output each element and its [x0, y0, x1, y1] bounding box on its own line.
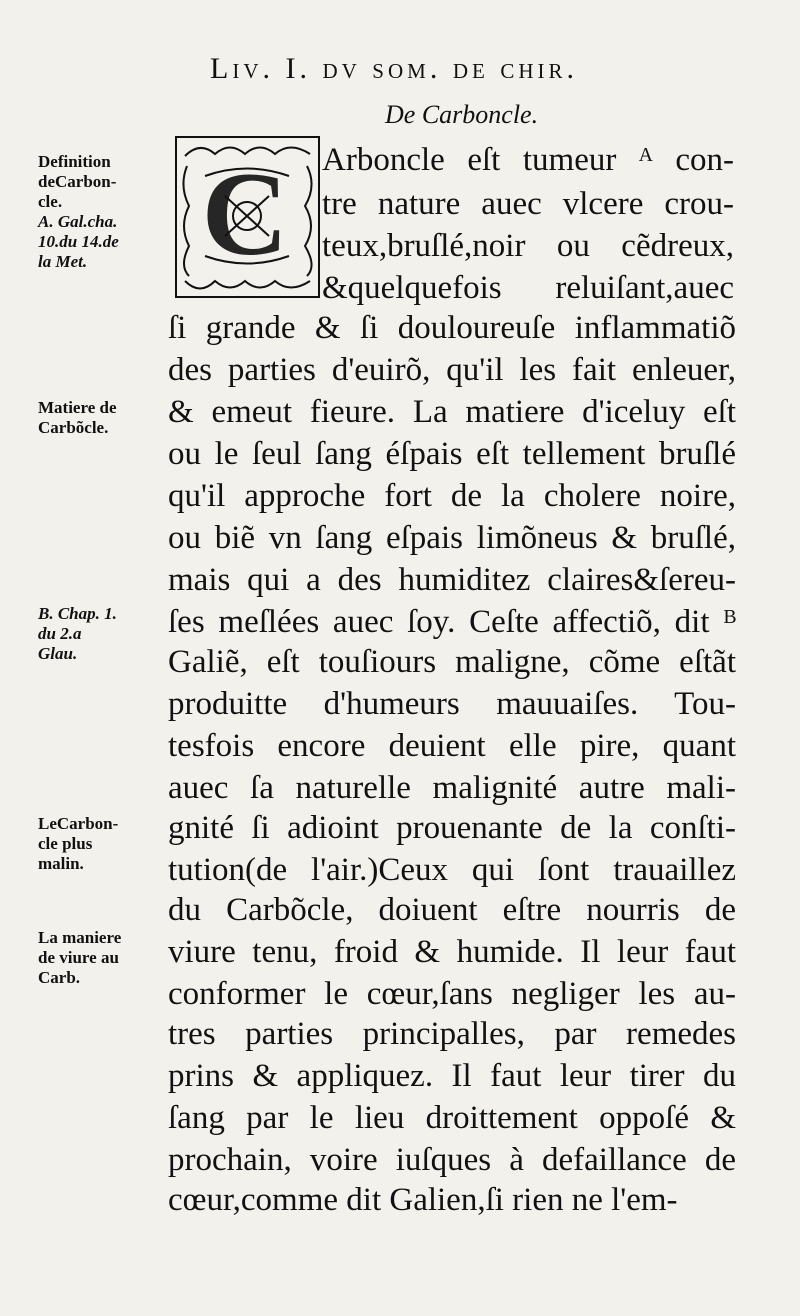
margin-note-line: Carbõcle.	[38, 418, 109, 437]
margin-note-matiere	[38, 398, 166, 438]
body-line: &quelquefois reluiſant,auec	[322, 270, 734, 306]
margin-note-line: cle plus	[38, 834, 93, 853]
body-line: mais qui a des humiditez claires&ſereu-	[168, 562, 736, 598]
body-line: tre nature auec vlcere crou-	[322, 186, 734, 222]
margin-note-line: Matiere de	[38, 398, 117, 417]
margin-note-line: A. Gal.cha.	[38, 212, 118, 231]
body-line: conformer le cœur,ſans negliger les au-	[168, 976, 736, 1012]
body-line: tution(de l'air.)Ceux qui ſont trauaillez	[168, 852, 736, 888]
body-line: auec ſa naturelle malignité autre mali-	[168, 770, 736, 806]
body-line: prins & appliquez. Il faut leur tirer du	[168, 1058, 736, 1094]
body-line: Galiẽ, eſt touſiours maligne, cõme eſtãt	[168, 644, 736, 680]
margin-note-malin	[38, 814, 166, 874]
body-line: produitte d'humeurs mauuaiſes. Tou-	[168, 686, 736, 722]
ornamental-dropcap	[175, 136, 320, 298]
margin-note-line: Carb.	[38, 968, 81, 987]
margin-note-line: deCarbon-	[38, 172, 117, 191]
running-head: Liv. I. dv som. de chir.	[210, 52, 578, 85]
body-line: ſi grande & ſi douloureuſe inflammatiõ	[168, 310, 736, 346]
body-line: ou le ſeul ſang éſpais eſt tellement bruſlé	[168, 436, 736, 472]
body-line: cœur,comme dit Galien,ſi rien ne l'em-	[168, 1182, 678, 1218]
body-line: prochain, voire iuſques à defaillance de	[168, 1142, 736, 1178]
body-line: teux,bruſlé,noir ou cẽdreux,	[322, 228, 734, 264]
margin-note-line: la Met.	[38, 252, 88, 271]
margin-note-chap	[38, 604, 166, 664]
body-line: & emeut fieure. La matiere d'iceluy eſt	[168, 394, 736, 430]
body-line: ſes meſlées auec ſoy. Ceſte affectiõ, dit ᴮ	[168, 604, 736, 640]
margin-note-definition	[38, 152, 166, 272]
dropcap-letter: C	[201, 147, 289, 280]
body-line: ſang par le lieu droittement oppoſé &	[168, 1100, 736, 1136]
margin-note-line: du 2.a	[38, 624, 82, 643]
body-line: gnité ſi adioint prouenante de la conſti-	[168, 810, 736, 846]
body-line: qu'il approche fort de la cholere noire,	[168, 478, 736, 514]
margin-note-line: 10.du 14.de	[38, 232, 119, 251]
margin-note-line: cle.	[38, 192, 63, 211]
section-title: De Carboncle.	[385, 100, 539, 129]
body-line: Arboncle eſt tumeur ᴬ con-	[322, 142, 734, 178]
margin-note-line: de viure au	[38, 948, 119, 967]
margin-note-line: Glau.	[38, 644, 78, 663]
margin-note-viure	[38, 928, 166, 988]
body-line: tres parties principalles, par remedes	[168, 1016, 736, 1052]
margin-note-line: Definition	[38, 152, 111, 171]
body-line: des parties d'euirõ, qu'il les fait enleuer,	[168, 352, 736, 388]
margin-note-line: LeCarbon-	[38, 814, 119, 833]
body-line: viure tenu, froid & humide. Il leur faut	[168, 934, 736, 970]
margin-note-line: B. Chap. 1.	[38, 604, 117, 623]
body-line: du Carbõcle, doiuent eſtre nourris de	[168, 892, 736, 928]
margin-note-line: La maniere	[38, 928, 122, 947]
body-line: ou biẽ vn ſang eſpais limõneus & bruſlé,	[168, 520, 736, 556]
margin-note-line: malin.	[38, 854, 84, 873]
body-line: tesfois encore deuient elle pire, quant	[168, 728, 736, 764]
